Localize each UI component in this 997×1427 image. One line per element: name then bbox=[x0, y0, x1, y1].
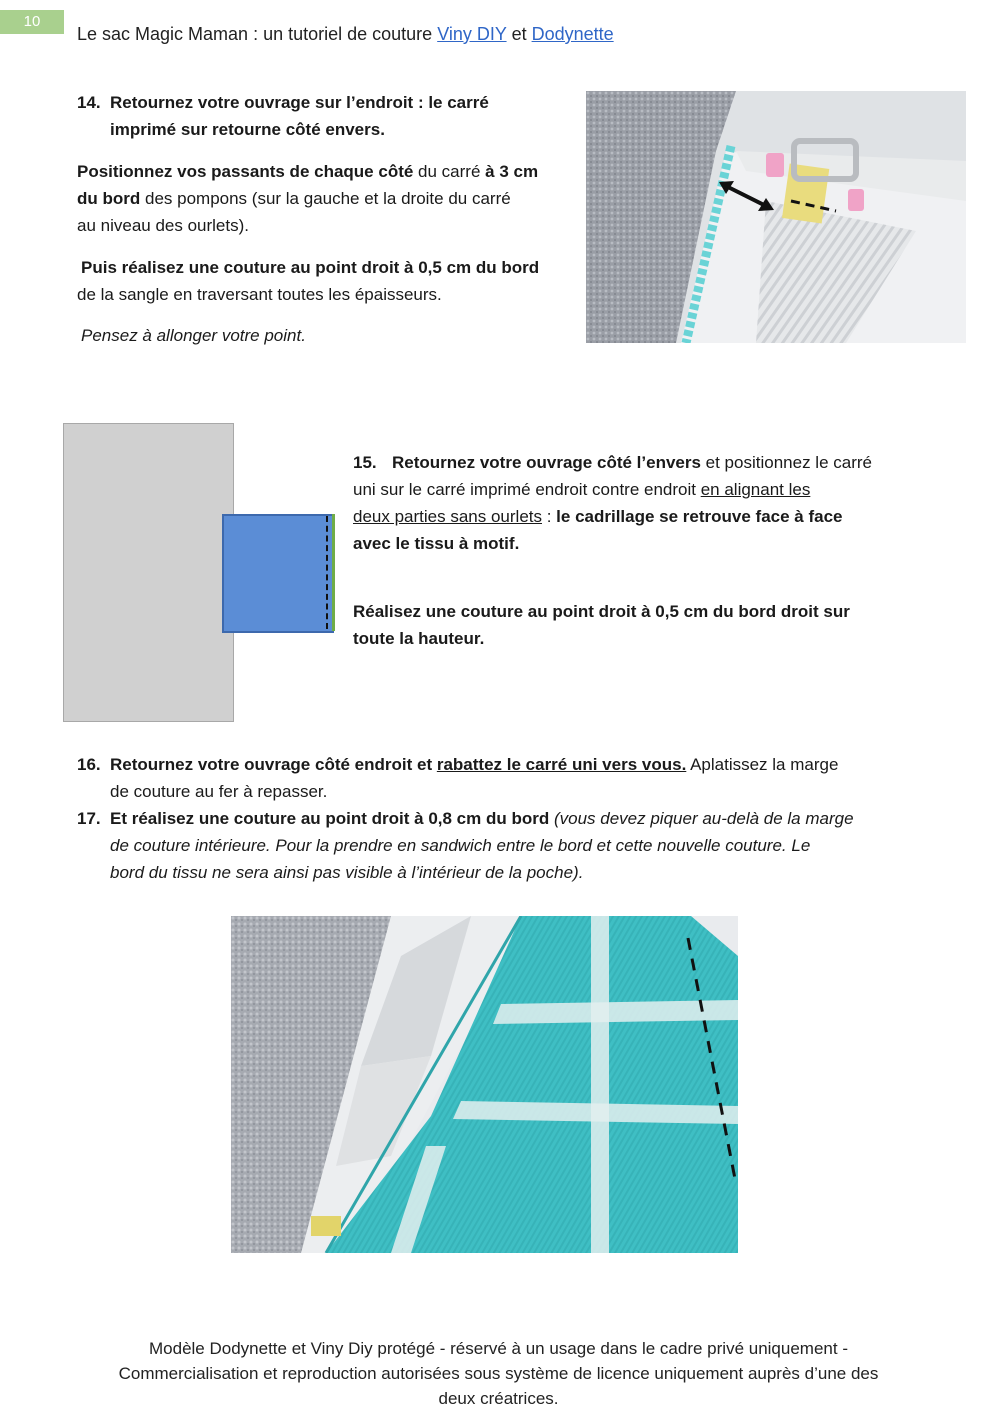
header-title: Le sac Magic Maman : un tutoriel de couture bbox=[77, 24, 438, 44]
step-14-title-line2: imprimé sur retourne côté envers. bbox=[110, 120, 385, 139]
text-span: uni sur le carré imprimé endroit contre endroit bbox=[353, 480, 701, 499]
page-header bbox=[77, 24, 614, 45]
diagram-plain-square bbox=[222, 514, 334, 633]
diagram-edge-line bbox=[332, 514, 335, 631]
step-14-paragraph-2b bbox=[77, 281, 442, 308]
diagram-seam-line bbox=[326, 516, 328, 629]
text-line: Puis réalisez une couture au point droit à 0,5 cm du bord bbox=[81, 258, 540, 277]
text-line: bord du tissu ne sera ainsi pas visible à l’intérieur de la poche). bbox=[110, 863, 584, 882]
text-span: (vous devez piquer au-delà de la marge bbox=[549, 809, 854, 828]
link-dodynette[interactable]: Dodynette bbox=[531, 24, 614, 44]
step-17-text bbox=[110, 805, 854, 886]
text-span: rabattez le carré uni vers vous. bbox=[436, 755, 687, 774]
text-span: : bbox=[542, 507, 557, 526]
footer-line-2: Commercialisation et reproduction autorisées sous système de licence uniquement auprès d’une des bbox=[118, 1364, 879, 1383]
text-span: Positionnez vos passants de chaque côté bbox=[77, 162, 414, 181]
text-span: Retournez votre ouvrage côté endroit et bbox=[110, 755, 437, 774]
footer-line-3: deux créatrices. bbox=[438, 1389, 559, 1408]
step-16-number: 16. bbox=[77, 755, 101, 774]
step-15-paragraph-1 bbox=[353, 449, 872, 557]
step-17-number: 17. bbox=[77, 809, 101, 828]
page-footer bbox=[40, 1336, 957, 1411]
photo-strap-placement bbox=[586, 91, 966, 343]
text-line: de couture au fer à repasser. bbox=[110, 782, 328, 801]
text-line: avec le tissu à motif. bbox=[353, 534, 520, 553]
step-14-paragraph-2 bbox=[81, 254, 539, 281]
link-viny-diy[interactable]: Viny DIY bbox=[437, 24, 507, 44]
footer-line-1: Modèle Dodynette et Viny Diy protégé - réservé à un usage dans le cadre privé uniquement - bbox=[149, 1339, 848, 1358]
text-line: au niveau des ourlets). bbox=[77, 216, 249, 235]
step-16-text bbox=[110, 751, 838, 805]
text-line: de la sangle en traversant toutes les épaisseurs. bbox=[77, 285, 442, 304]
page-number: 10 bbox=[0, 10, 64, 34]
photo-topstitch-result bbox=[231, 916, 738, 1253]
diagram-printed-square bbox=[63, 423, 234, 722]
step-15-number: 15. bbox=[353, 453, 377, 472]
text-span: à 3 cm bbox=[485, 162, 539, 181]
step-14-tip: Pensez à allonger votre point. bbox=[81, 326, 306, 345]
text-line: Réalisez une couture au point droit à 0,5 cm du bord droit sur bbox=[353, 602, 850, 621]
step-14-paragraph-1 bbox=[77, 158, 538, 239]
step-14-title-line1: Retournez votre ouvrage sur l’endroit : le carré bbox=[110, 93, 489, 112]
text-span: Aplatissez la marge bbox=[686, 755, 839, 774]
step-14-title bbox=[110, 89, 489, 143]
text-span: Et réalisez une couture au point droit à 0,8 cm du bord bbox=[110, 809, 550, 828]
text-span: du bord bbox=[77, 189, 141, 208]
header-joiner: et bbox=[506, 24, 532, 44]
text-span: des pompons (sur la gauche et la droite du carré bbox=[140, 189, 511, 208]
text-span: Retournez votre ouvrage côté l’envers bbox=[392, 453, 701, 472]
text-span: du carré bbox=[413, 162, 486, 181]
text-span: le cadrillage se retrouve face à face bbox=[556, 507, 843, 526]
text-line: de couture intérieure. Pour la prendre en sandwich entre le bord et cette nouvelle couture. Le bbox=[110, 836, 811, 855]
step-15-paragraph-2 bbox=[353, 598, 850, 652]
step-14-number: 14. bbox=[77, 93, 101, 112]
text-span: deux parties sans ourlets bbox=[353, 507, 542, 526]
text-span: en alignant les bbox=[700, 480, 811, 499]
text-line: toute la hauteur. bbox=[353, 629, 485, 648]
text-span: et positionnez le carré bbox=[700, 453, 872, 472]
